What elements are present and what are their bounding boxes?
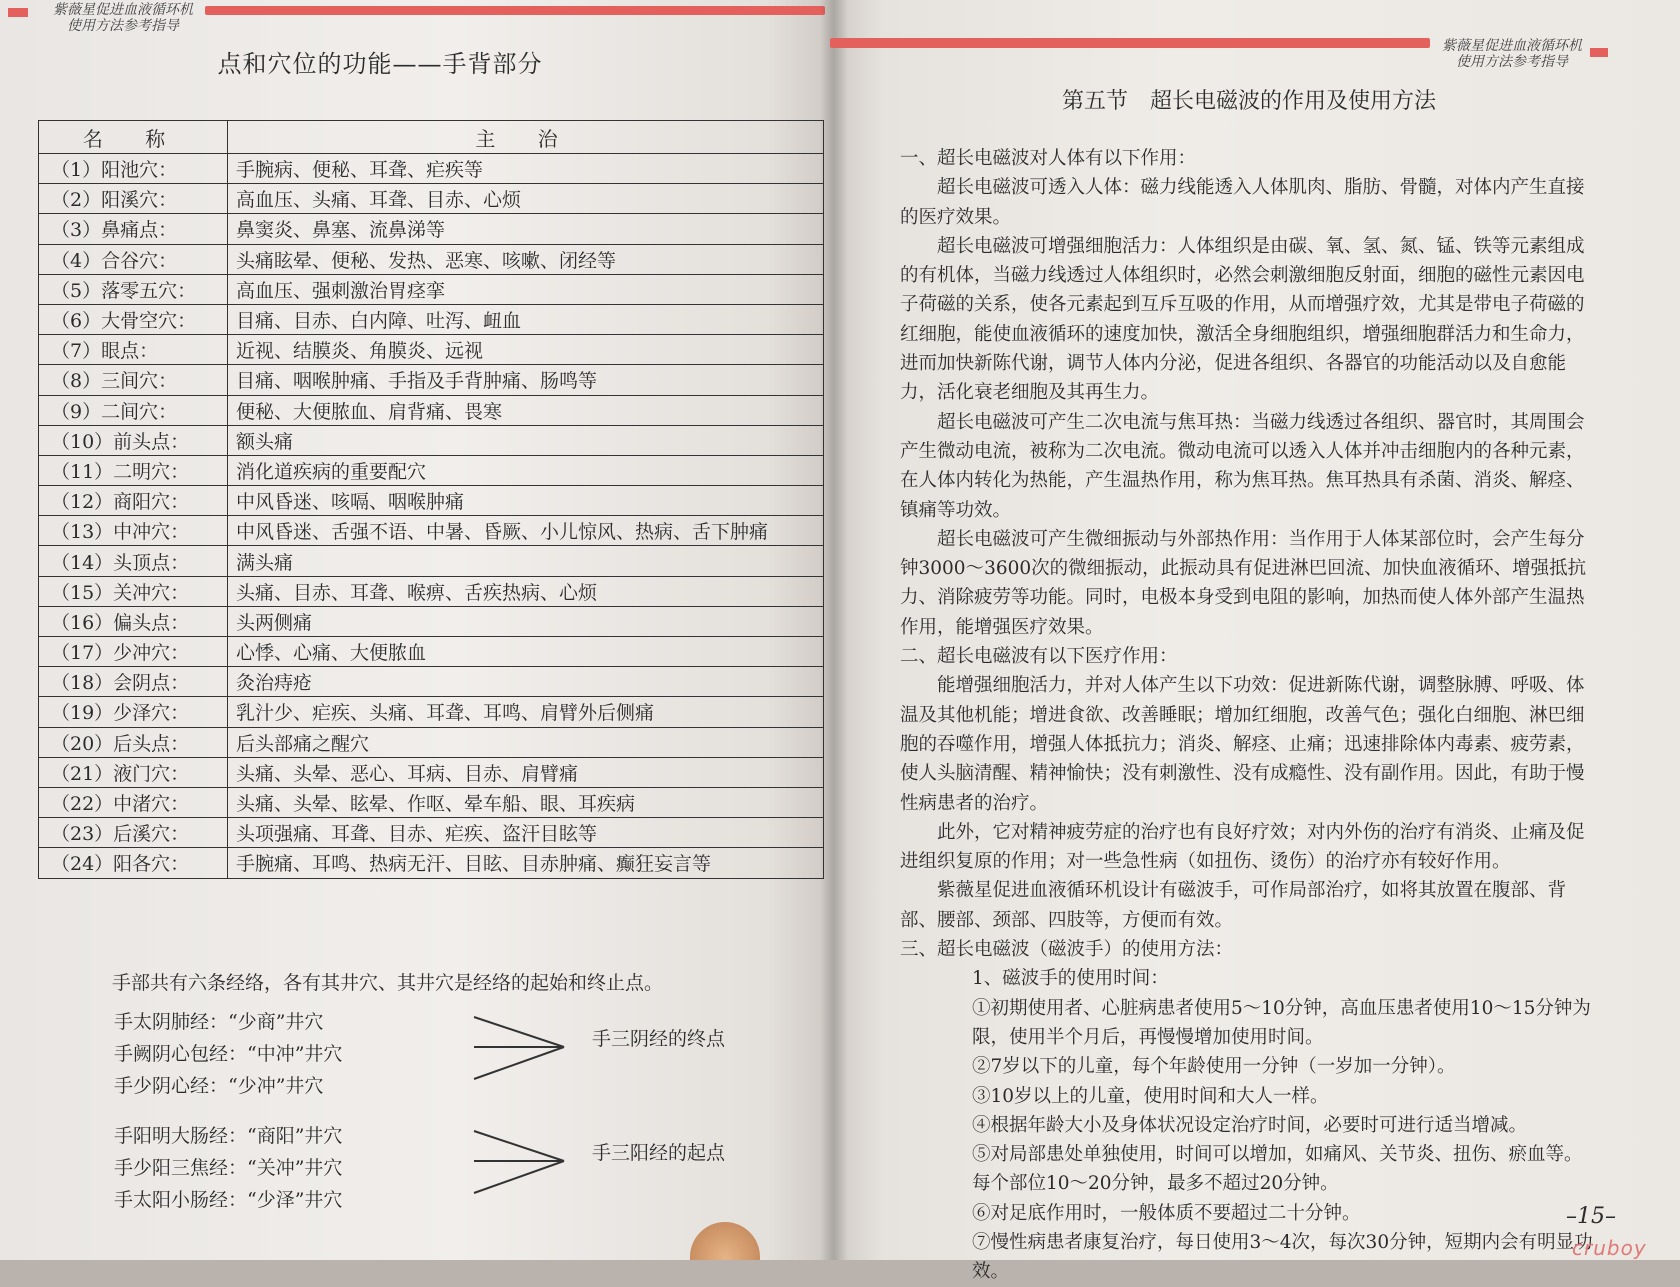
left-page bbox=[0, 0, 832, 1260]
header-line: 紫薇星促进血液循环机 bbox=[53, 2, 193, 18]
acupoint-treatment: 满头痛 bbox=[228, 546, 824, 576]
acupoint-treatment: 中风昏迷、咳嗝、咽喉肿痛 bbox=[228, 486, 824, 516]
acupoint-treatment: 手腕病、便秘、耳聋、疟疾等 bbox=[228, 154, 824, 184]
right-running-header bbox=[1432, 38, 1592, 70]
acupoint-treatment: 手腕痛、耳鸣、热病无汗、目眩、目赤肿痛、癫狂妄言等 bbox=[228, 848, 824, 878]
header-line: 使用方法参考指导 bbox=[67, 18, 179, 34]
page-number: –15– bbox=[1566, 1204, 1616, 1229]
acupoint-name: （2）阳溪穴： bbox=[39, 184, 228, 214]
acupoint-name: （21）液门穴： bbox=[39, 757, 228, 787]
header-line: 紫薇星促进血液循环机 bbox=[1442, 38, 1582, 54]
table-row bbox=[39, 486, 824, 516]
acupoint-name: （1）阳池穴： bbox=[39, 154, 228, 184]
section-body bbox=[900, 144, 1600, 1287]
converge-arrow-icon bbox=[472, 1013, 592, 1083]
acupoint-treatment: 乳汁少、疟疾、头痛、耳聋、耳鸣、肩臂外后侧痛 bbox=[228, 697, 824, 727]
meridian-line: 手太阳小肠经：“少泽”井穴 bbox=[114, 1189, 343, 1211]
yang-meridian-note: 手三阳经的起点 bbox=[592, 1142, 726, 1164]
acupoint-treatment: 额头痛 bbox=[228, 425, 824, 455]
header-line: 使用方法参考指导 bbox=[1456, 54, 1568, 70]
section-heading: 二、超长电磁波有以下医疗作用： bbox=[900, 646, 1178, 668]
meridian-line: 手太阴肺经：“少商”井穴 bbox=[114, 1011, 324, 1033]
table-body bbox=[39, 154, 824, 879]
table-row bbox=[39, 606, 824, 636]
acupoint-name: （20）后头点： bbox=[39, 727, 228, 757]
meridian-line: 手阳明大肠经：“商阳”井穴 bbox=[114, 1125, 343, 1147]
acupoint-treatment: 头项强痛、耳聋、目赤、疟疾、盗汗目眩等 bbox=[228, 818, 824, 848]
left-running-header bbox=[38, 2, 208, 34]
acupoint-treatment: 头痛、头晕、眩晕、作呕、晕车船、眼、耳疾病 bbox=[228, 787, 824, 817]
acupoint-treatment: 中风昏迷、舌强不语、中暑、昏厥、小儿惊风、热病、舌下肿痛 bbox=[228, 516, 824, 546]
acupoint-treatment: 便秘、大便脓血、肩背痛、畏寒 bbox=[228, 395, 824, 425]
table-row bbox=[39, 757, 824, 787]
thumb-photo-artifact bbox=[690, 1222, 760, 1260]
table-row bbox=[39, 787, 824, 817]
yang-meridian-group bbox=[114, 1120, 342, 1216]
section-heading: 一、超长电磁波对人体有以下作用： bbox=[900, 148, 1197, 169]
body-paragraph: ②7岁以下的儿童，每个年龄使用一分钟（一岁加一分钟）。 bbox=[972, 1056, 1456, 1078]
acupoint-name: （13）中冲穴： bbox=[39, 516, 228, 546]
converge-arrow-icon bbox=[472, 1127, 592, 1197]
table-row bbox=[39, 727, 824, 757]
body-paragraph: ①初期使用者、心脏病患者使用5～10分钟，高血压患者使用10～15分钟为限，使用半个月后，再慢慢增加使用时间。 bbox=[972, 997, 1591, 1048]
acupoint-treatment: 头两侧痛 bbox=[228, 606, 824, 636]
page-title: 点和穴位的功能——手背部分 bbox=[217, 50, 543, 78]
meridian-line: 手少阳三焦经：“关冲”井穴 bbox=[114, 1157, 343, 1179]
acupoint-treatment: 高血压、强刺激治胃痉挛 bbox=[228, 274, 824, 304]
section-title: 第五节 超长电磁波的作用及使用方法 bbox=[1062, 89, 1437, 114]
table-row bbox=[39, 848, 824, 878]
table-row bbox=[39, 154, 824, 184]
acupoint-treatment: 头痛眩晕、便秘、发热、恶寒、咳嗽、闭经等 bbox=[228, 244, 824, 274]
body-paragraph: 此外，它对精神疲劳症的治疗也有良好疗效；对内外伤的治疗有消炎、止痛及促进组织复原的作用；对一些急性病（如扭伤、烫伤）的治疗亦有较好作用。 bbox=[900, 821, 1585, 873]
acupoint-treatment: 头痛、头晕、恶心、耳病、目赤、肩臂痛 bbox=[228, 757, 824, 787]
body-paragraph: 1、磁波手的使用时间： bbox=[972, 968, 1169, 990]
table-row bbox=[39, 637, 824, 667]
acupoint-name: （5）落零五穴： bbox=[39, 274, 228, 304]
body-paragraph: 紫薇星促进血液循环机设计有磁波手，可作局部治疗，如将其放置在腹部、背部、腰部、颈部、四肢等，方便而有效。 bbox=[900, 880, 1567, 931]
acupoint-name: （4）合谷穴： bbox=[39, 244, 228, 274]
table-row bbox=[39, 455, 824, 485]
acupoint-name: （11）二明穴： bbox=[39, 455, 228, 485]
watermark-text: cruboy bbox=[1572, 1236, 1647, 1260]
table-row bbox=[39, 697, 824, 727]
acupoint-treatment: 后头部痛之醒穴 bbox=[228, 727, 824, 757]
acupoint-treatment: 目痛、目赤、白内障、吐泻、衄血 bbox=[228, 304, 824, 334]
body-paragraph: 超长电磁波可产生微细振动与外部热作用：当作用于人体某部位时，会产生每分钟3000～3600次的微细振动，此振动具有促进淋巴回流、加快血液循环、增强抵抗力、消除疲劳等功能。同时，电极本身受到电阻的影响，加热而使人体外部产生温热作用，能增强医疗效果。 bbox=[900, 528, 1587, 638]
acupoint-treatment: 灸治痔疮 bbox=[228, 667, 824, 697]
header-band bbox=[205, 6, 825, 15]
body-paragraph: 每个部位10～20分钟，最多不超过20分钟。 bbox=[972, 1173, 1339, 1195]
column-header-name: 名 称 bbox=[39, 121, 228, 154]
book-gutter bbox=[820, 0, 848, 1260]
section-heading: 三、超长电磁波（磁波手）的使用方法： bbox=[900, 939, 1234, 961]
acupoint-name: （19）少泽穴： bbox=[39, 697, 228, 727]
acupoint-name: （14）头顶点： bbox=[39, 546, 228, 576]
acupoint-treatment: 高血压、头痛、耳聋、目赤、心烦 bbox=[228, 184, 824, 214]
body-paragraph: 能增强细胞活力，并对人体产生以下功效：促进新陈代谢，调整脉膊、呼吸、体温及其他机能；增进食欲、改善睡眠；增加红细胞，改善气色；强化白细胞、淋巴细胞的吞噬作用，增强人体抵抗力；消炎、解痉、止痛；迅速排除体内毒素、疲劳素，使人头脑清醒、精神愉快；没有刺激性、没有成瘾性、没有副作用。因此，有助于慢性病患者的治疗。 bbox=[900, 675, 1585, 814]
body-paragraph: 超长电磁波可透入人体：磁力线能透入人体肌肉、脂肪、骨髓，对体内产生直接的医疗效果。 bbox=[900, 177, 1585, 228]
acupoint-name: （23）后溪穴： bbox=[39, 818, 228, 848]
acupoint-name: （16）偏头点： bbox=[39, 606, 228, 636]
acupoint-name: （9）二间穴： bbox=[39, 395, 228, 425]
body-paragraph: ④根据年龄大小及身体状况设定治疗时间，必要时可进行适当增减。 bbox=[972, 1114, 1528, 1136]
header-band-accent bbox=[1590, 48, 1608, 57]
table-row bbox=[39, 304, 824, 334]
table-row bbox=[39, 818, 824, 848]
acupoint-name: （10）前头点： bbox=[39, 425, 228, 455]
header-band-accent bbox=[8, 8, 28, 17]
table-row bbox=[39, 274, 824, 304]
acupoint-name: （24）阳各穴： bbox=[39, 848, 228, 878]
table-row bbox=[39, 667, 824, 697]
acupoint-name: （18）会阴点： bbox=[39, 667, 228, 697]
acupoint-name: （8）三间穴： bbox=[39, 365, 228, 395]
table-row bbox=[39, 365, 824, 395]
acupoint-treatment: 消化道疾病的重要配穴 bbox=[228, 455, 824, 485]
body-paragraph: ⑤对局部患处单独使用，时间可以增加，如痛风、关节炎、扭伤、瘀血等。 bbox=[972, 1144, 1583, 1166]
acupoint-name: （7）眼点： bbox=[39, 335, 228, 365]
yin-meridian-group bbox=[114, 1006, 342, 1102]
table-row bbox=[39, 516, 824, 546]
column-header-treatment: 主 治 bbox=[228, 121, 824, 154]
body-paragraph: ⑦慢性病患者康复治疗，每日使用3～4次，每次30分钟，短期内会有明显功效。 bbox=[972, 1231, 1593, 1283]
table-row bbox=[39, 395, 824, 425]
meridian-line: 手阙阴心包经：“中冲”井穴 bbox=[114, 1043, 343, 1065]
table-header-row bbox=[39, 121, 824, 154]
acupoint-name: （6）大骨空穴： bbox=[39, 304, 228, 334]
table-row bbox=[39, 546, 824, 576]
table-row bbox=[39, 244, 824, 274]
acupoint-treatment: 近视、结膜炎、角膜炎、远视 bbox=[228, 335, 824, 365]
body-paragraph: ③10岁以上的儿童，使用时间和大人一样。 bbox=[972, 1085, 1329, 1107]
table-row bbox=[39, 425, 824, 455]
body-paragraph: 超长电磁波可增强细胞活力：人体组织是由碳、氧、氢、氮、锰、铁等元素组成的有机体，当磁力线透过人体组织时，必然会刺激细胞反射面，细胞的磁性元素因电子荷磁的关系，使各元素起到互斥互吸的作用，从而增强疗效，尤其是带电子荷磁的红细胞，能使血液循环的速度加快，激活全身细胞组织，增强细胞群活力和生命力，进而加快新陈代谢，调节人体内分泌，促进各组织、各器官的功能活动以及自愈能力，活化衰老细胞及其再生力。 bbox=[900, 235, 1585, 404]
table-row bbox=[39, 184, 824, 214]
body-paragraph: 超长电磁波可产生二次电流与焦耳热：当磁力线透过各组织、器官时，其周围会产生微动电流，被称为二次电流。微动电流可以透入人体并冲击细胞内的各种元素，在人体内转化为热能，产生温热作用，称为焦耳热。焦耳热具有杀菌、消炎、解痉、镇痛等功效。 bbox=[900, 411, 1585, 521]
table-row bbox=[39, 335, 824, 365]
acupoint-name: （3）鼻痛点： bbox=[39, 214, 228, 244]
table-row bbox=[39, 576, 824, 606]
meridian-intro: 手部共有六条经络，各有其井穴、其井穴是经络的起始和终止点。 bbox=[112, 972, 664, 994]
acupoint-treatment: 鼻窦炎、鼻塞、流鼻涕等 bbox=[228, 214, 824, 244]
acupoint-name: （22）中渚穴： bbox=[39, 787, 228, 817]
acupoint-name: （15）关冲穴： bbox=[39, 576, 228, 606]
meridian-line: 手少阴心经：“少冲”井穴 bbox=[114, 1075, 324, 1097]
body-paragraph: ⑥对足底作用时，一般体质不要超过二十分钟。 bbox=[972, 1202, 1361, 1224]
acupoint-treatment: 目痛、咽喉肿痛、手指及手背肿痛、肠鸣等 bbox=[228, 365, 824, 395]
acupoint-treatment: 头痛、目赤、耳聋、喉痹、舌疾热病、心烦 bbox=[228, 576, 824, 606]
header-band bbox=[830, 38, 1430, 48]
yin-meridian-note: 手三阴经的终点 bbox=[592, 1028, 726, 1050]
table-row bbox=[39, 214, 824, 244]
acupoint-treatment: 心悸、心痛、大便脓血 bbox=[228, 637, 824, 667]
acupoint-name: （12）商阳穴： bbox=[39, 486, 228, 516]
acupoint-name: （17）少冲穴： bbox=[39, 637, 228, 667]
acupoint-table bbox=[38, 120, 824, 879]
